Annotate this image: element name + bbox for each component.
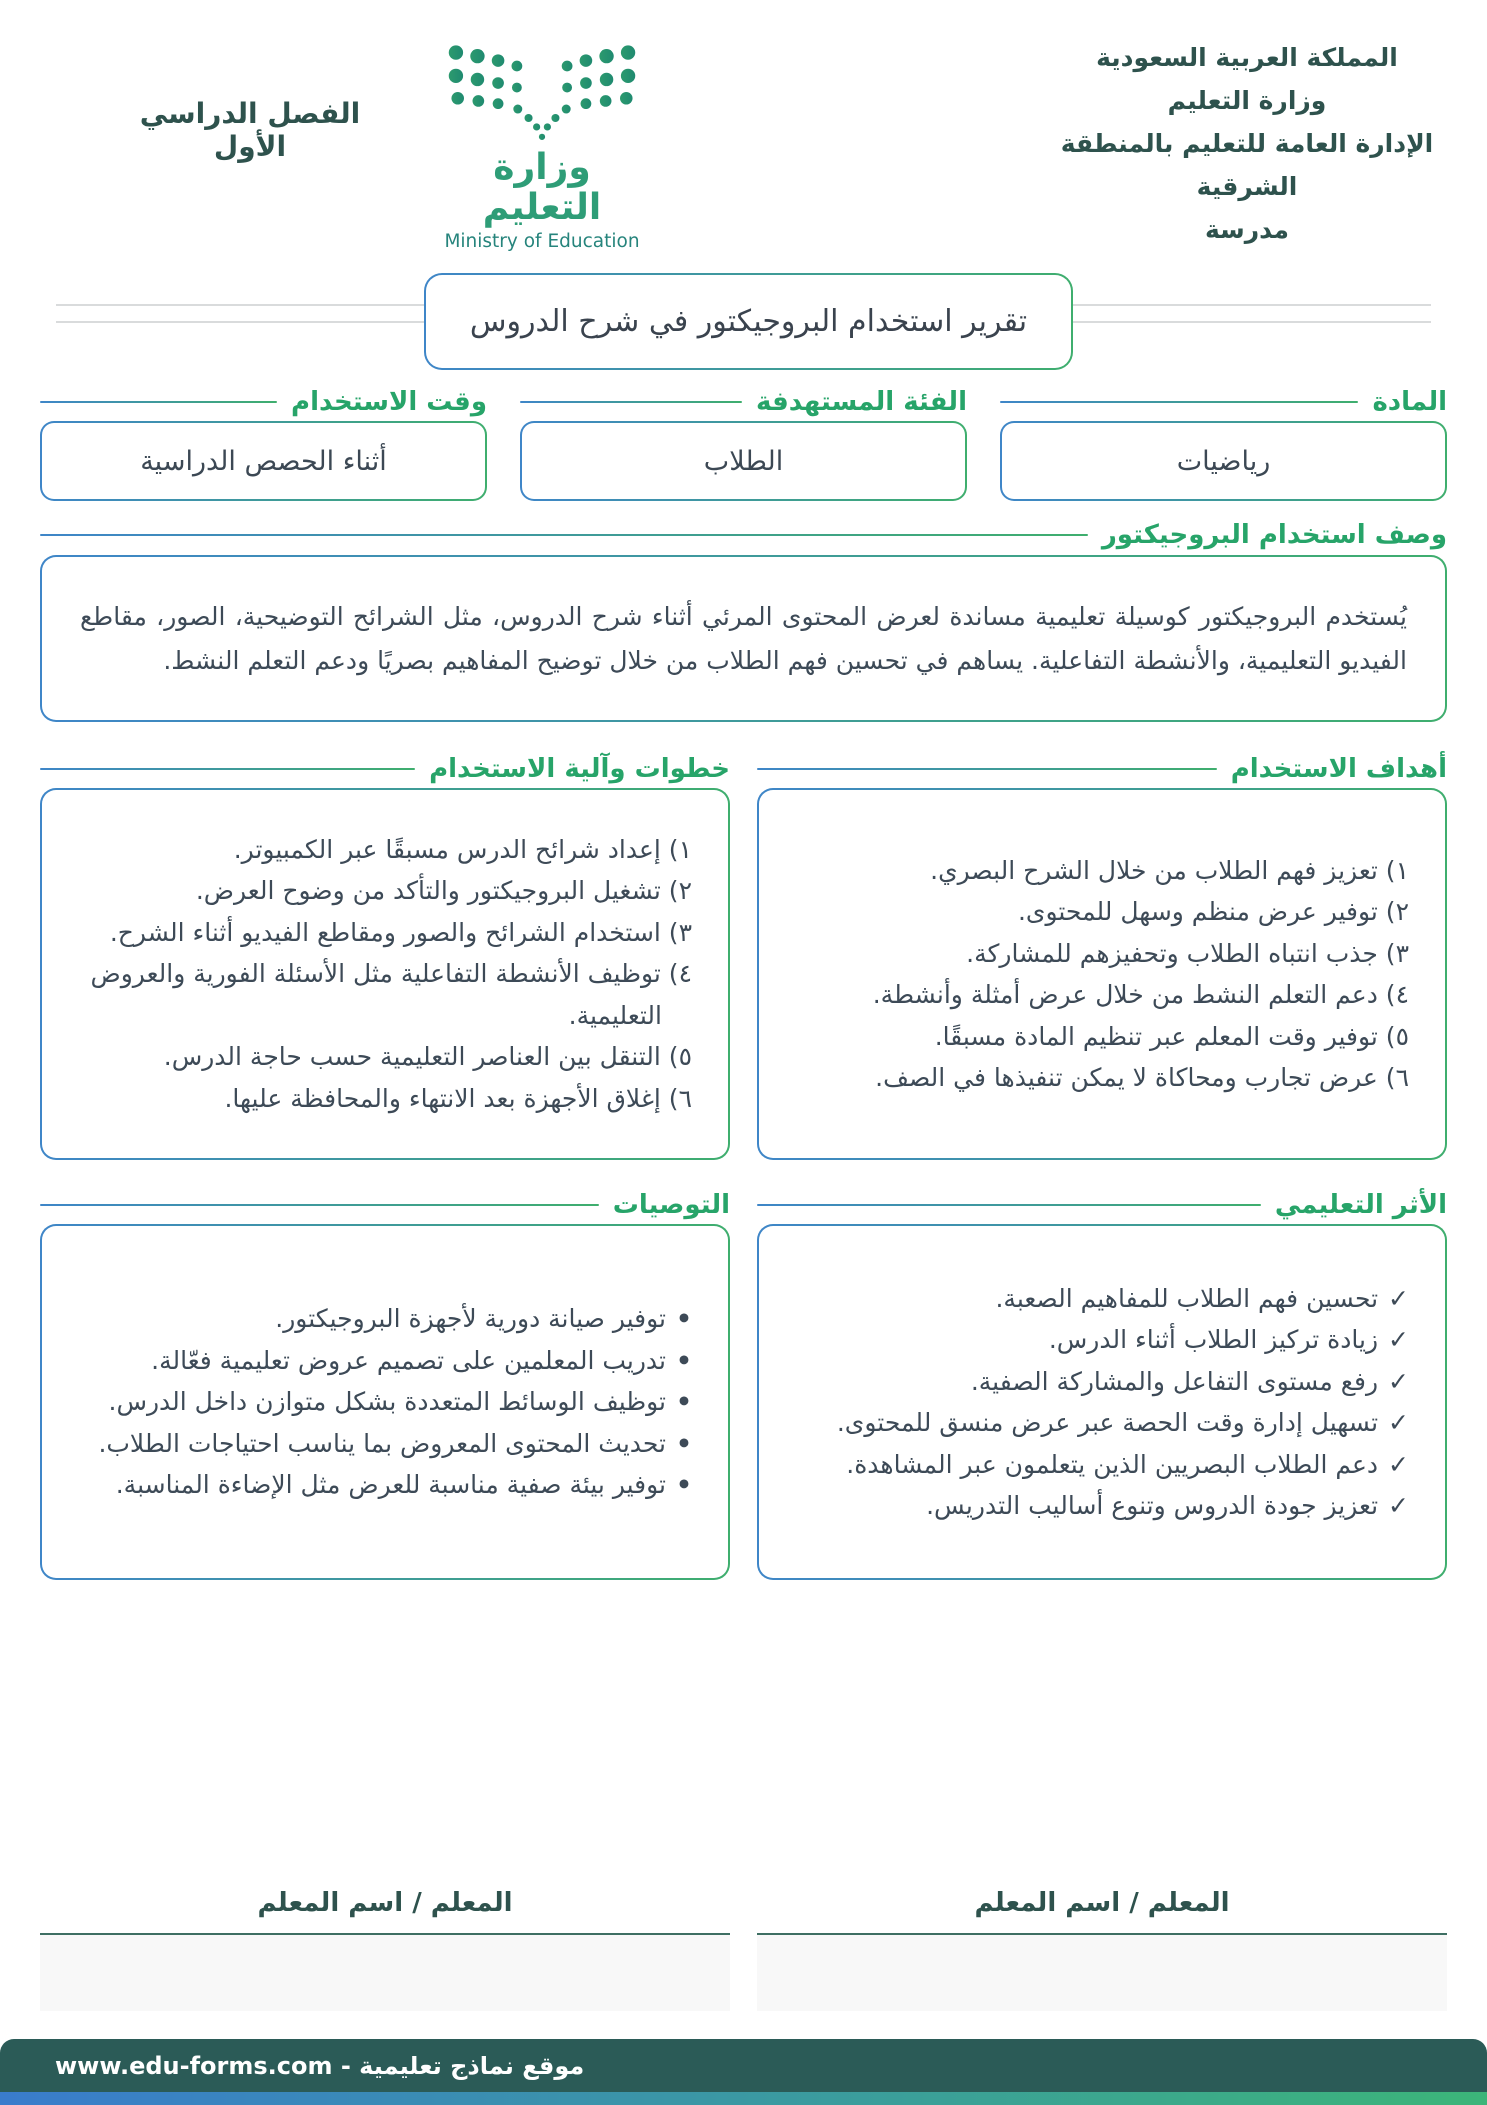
- field-label-text: وقت الاستخدام: [291, 387, 487, 417]
- org-line: المملكة العربية السعودية: [1096, 43, 1398, 72]
- list-item: ٥) توفير وقت المعلم عبر تنظيم المادة مسبقًا.: [934, 1021, 1409, 1051]
- field-subject-value[interactable]: رياضيات: [1000, 421, 1447, 501]
- header-org-block: [1037, 36, 1457, 251]
- list-item: ٢) تشغيل البروجيكتور والتأكد من وضوح العرض.: [195, 876, 692, 906]
- section-label: [757, 752, 1447, 786]
- footer-text: موقع نماذج تعليمية - www.edu-forms.com: [55, 2051, 585, 2080]
- impact-section: [757, 1188, 1447, 1580]
- bullet-icon: •: [676, 1470, 692, 1500]
- field-usage-time: [40, 385, 487, 501]
- list-item-text: رفع مستوى التفاعل والمشاركة الصفية.: [970, 1366, 1379, 1396]
- list-item: [795, 1278, 1409, 1320]
- section-label: [757, 1188, 1447, 1222]
- list-item-text: توفير بيئة صفية مناسبة للعرض مثل الإضاءة المناسبة.: [115, 1470, 667, 1500]
- field-label-text: المادة: [1372, 387, 1447, 417]
- signature-row: [40, 1888, 1447, 2011]
- list-item-text: توظيف الوسائط المتعددة بشكل متوازن داخل الدرس.: [108, 1387, 667, 1417]
- impact-recommendations-row: [40, 1188, 1447, 1580]
- list-item: [795, 1444, 1409, 1486]
- impact-list: [757, 1224, 1447, 1580]
- signature-block: [757, 1888, 1447, 2011]
- bullet-icon: •: [676, 1304, 692, 1334]
- list-item: ١) تعزيز فهم الطلاب من خلال الشرح البصري.: [930, 855, 1409, 885]
- section-label-line: [40, 768, 415, 770]
- bullet-icon: •: [676, 1345, 692, 1375]
- field-subject: [1000, 385, 1447, 501]
- list-item: ٤) دعم التعلم النشط من خلال عرض أمثلة وأنشطة.: [872, 980, 1409, 1009]
- list-item: [78, 1298, 692, 1340]
- footer-bar: [0, 2039, 1487, 2092]
- list-item: ٥) التنقل بين العناصر التعليمية حسب حاجة الدرس.: [163, 1042, 692, 1072]
- description-text: يُستخدم البروجيكتور كوسيلة تعليمية مساندة لعرض المحتوى المرئي أثناء شرح الدروس، مثل الشرائح التوضيحية، الصور، مقاطع الفيديو التعليمية، والأنشطة التفاعلية. يساهم في تحسين فهم الطلاب من خلال توضيح المفاهيم بصريًا ودعم التعلم النشط.: [40, 555, 1447, 722]
- signature-input-box[interactable]: [40, 1935, 730, 2011]
- list-item: [78, 1464, 692, 1506]
- section-label-line: [757, 1204, 1261, 1206]
- list-item: ٤) توظيف الأنشطة التفاعلية مثل الأسئلة الفورية والعروض التعليمية.: [90, 959, 692, 1030]
- section-label-line: [40, 534, 1088, 536]
- list-item-text: تدريب المعلمين على تصميم عروض تعليمية فعّالة.: [151, 1345, 667, 1375]
- field-label-line: [40, 401, 277, 403]
- check-icon: ✓: [1388, 1283, 1409, 1313]
- section-label-text: خطوات وآلية الاستخدام: [429, 754, 730, 784]
- check-icon: ✓: [1388, 1325, 1409, 1354]
- field-label-line: [520, 401, 742, 403]
- bullet-icon: •: [676, 1428, 692, 1458]
- list-item: ١) إعداد شرائح الدرس مسبقًا عبر الكمبيوتر.: [233, 834, 692, 864]
- list-item: [795, 1319, 1409, 1361]
- field-target-value[interactable]: الطلاب: [520, 421, 967, 501]
- field-label: [520, 385, 967, 419]
- org-line: وزارة التعليم: [1167, 86, 1327, 115]
- section-label-text: التوصيات: [612, 1190, 730, 1220]
- bullet-icon: •: [676, 1387, 692, 1417]
- field-label: [40, 385, 487, 419]
- list-item-text: تسهيل إدارة وقت الحصة عبر عرض منسق للمحتوى.: [836, 1408, 1379, 1437]
- goals-list: [757, 788, 1447, 1160]
- check-icon: ✓: [1388, 1491, 1409, 1520]
- signature-label: المعلم / اسم المعلم: [974, 1888, 1230, 1918]
- signature-input-box[interactable]: [757, 1935, 1447, 2011]
- list-item-text: تعزيز جودة الدروس وتنوع أساليب التدريس.: [926, 1491, 1379, 1520]
- list-item: ٣) استخدام الشرائح والصور ومقاطع الفيديو أثناء الشرح.: [109, 917, 692, 947]
- ministry-logo: [437, 40, 647, 252]
- section-label: [40, 752, 730, 786]
- field-label: [1000, 385, 1447, 419]
- goals-section: [757, 752, 1447, 1160]
- field-target-group: [520, 385, 967, 501]
- list-item: [78, 1340, 692, 1382]
- logo-english-wordmark: Ministry of Education: [444, 231, 640, 253]
- list-item: ٣) جذب انتباه الطلاب وتحفيزهم للمشاركة.: [966, 938, 1409, 968]
- goals-steps-row: [40, 752, 1447, 1160]
- section-label-text: أهداف الاستخدام: [1230, 754, 1447, 784]
- recommendations-list: [40, 1224, 730, 1580]
- ministry-logo-dots-icon: [442, 40, 642, 144]
- list-item: ٢) توفير عرض منظم وسهل للمحتوى.: [1017, 897, 1409, 926]
- list-item-text: تحسين فهم الطلاب للمفاهيم الصعبة.: [995, 1283, 1379, 1313]
- list-item: [78, 1423, 692, 1465]
- field-label-line: [1000, 401, 1358, 403]
- org-line: الإدارة العامة للتعليم بالمنطقة الشرقية: [1060, 129, 1434, 201]
- section-label-line: [757, 768, 1217, 770]
- list-item-text: توفير صيانة دورية لأجهزة البروجيكتور.: [275, 1304, 667, 1334]
- section-label-text: وصف استخدام البروجيكتور: [1101, 520, 1447, 550]
- list-item: [795, 1402, 1409, 1444]
- list-item: ٦) عرض تجارب ومحاكاة لا يمكن تنفيذها في الصف.: [875, 1063, 1409, 1092]
- section-label-line: [40, 1204, 599, 1206]
- check-icon: ✓: [1388, 1366, 1409, 1396]
- list-item-text: تحديث المحتوى المعروض بما يناسب احتياجات الطلاب.: [98, 1428, 667, 1458]
- list-item: [78, 1381, 692, 1423]
- list-item-text: زيادة تركيز الطلاب أثناء الدرس.: [1048, 1325, 1379, 1354]
- logo-arabic-wordmark: وزارة التعليم: [482, 147, 602, 228]
- recommendations-section: [40, 1188, 730, 1580]
- section-label: [40, 1188, 730, 1222]
- steps-section: [40, 752, 730, 1160]
- steps-list: [40, 788, 730, 1160]
- signature-block: [40, 1888, 730, 2011]
- report-title: تقرير استخدام البروجيكتور في شرح الدروس: [424, 273, 1073, 370]
- signature-label: المعلم / اسم المعلم: [257, 1888, 513, 1918]
- semester-label: الفصل الدراسي الأول: [139, 97, 361, 163]
- section-label-text: الأثر التعليمي: [1274, 1190, 1447, 1220]
- list-item-text: دعم الطلاب البصريين الذين يتعلمون عبر المشاهدة.: [846, 1449, 1379, 1479]
- field-time-value[interactable]: أثناء الحصص الدراسية: [40, 421, 487, 501]
- org-line: مدرسة: [1204, 215, 1290, 244]
- fields-row: [40, 385, 1447, 501]
- list-item: [795, 1361, 1409, 1403]
- check-icon: ✓: [1388, 1408, 1409, 1437]
- field-label-text: الفئة المستهدفة: [756, 387, 967, 417]
- list-item: [795, 1485, 1409, 1527]
- check-icon: ✓: [1388, 1449, 1409, 1479]
- footer-gradient-strip: [0, 2092, 1487, 2105]
- list-item: ٦) إغلاق الأجهزة بعد الانتهاء والمحافظة عليها.: [224, 1083, 692, 1113]
- section-label: [40, 518, 1447, 552]
- description-section: [40, 518, 1447, 722]
